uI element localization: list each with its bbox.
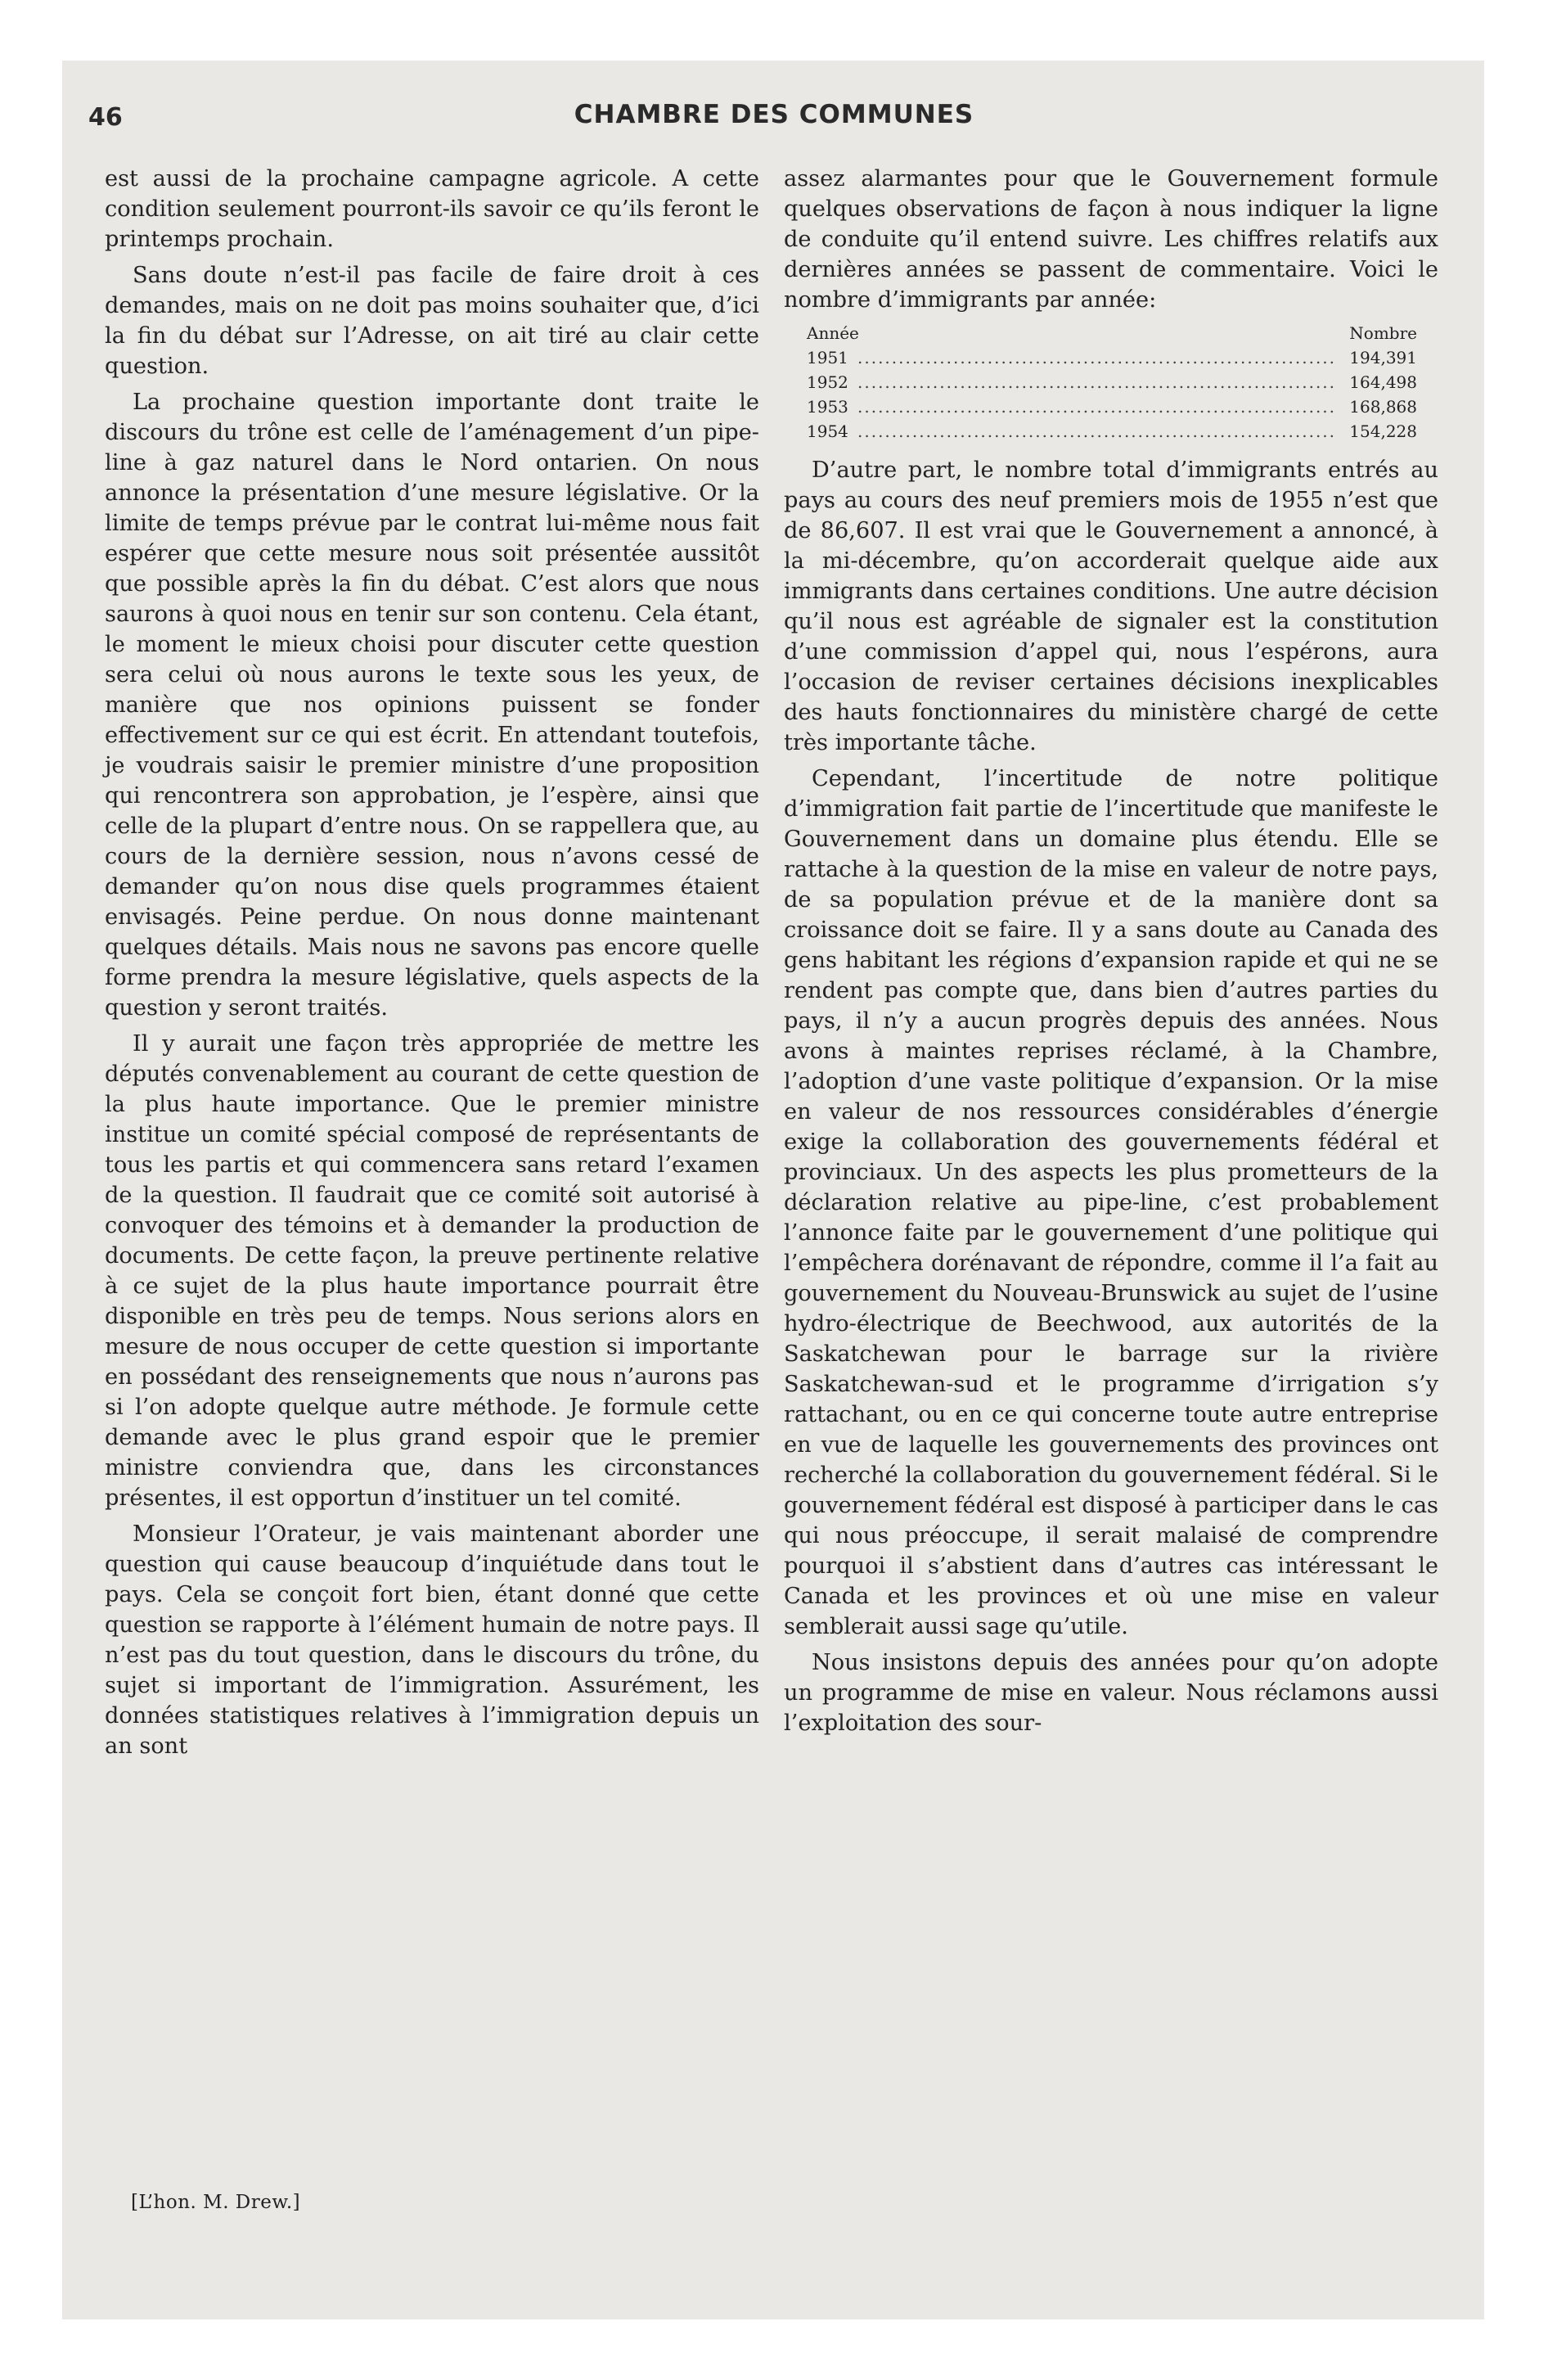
paragraph: Il y aurait une façon très appropriée de mettre les députés convenablement au courant de cette question de la plus haute importance. Que le premier ministre institue un comité spécial composé de représentants de tous les partis et qui commencera sans retard l’examen de la question. Il faudrait que ce comité soit autorisé à convoquer des témoins et à demander la production de documents. De cette façon, la preuve pertinente relative à ce sujet de la plus haute importance pourrait être disponible en très peu de temps. Nous serions alors en mesure de nous occuper de cette question si importante en possédant des renseignements que nous n’aurons pas si l’on adopte quelque autre méthode. Je formule cette demande avec le plus grand espoir que le premier ministre conviendra que, dans les circonstances présentes, il est opportun d’instituer un tel comité. [105,1031,759,1511]
number-cell: 154,228 [1349,421,1417,441]
year-cell: 1951 [807,348,848,367]
paragraph: D’autre part, le nombre total d’immigrants entrés au pays au cours des neuf premiers mois de 1955 n’est que de 86,607. Il est vrai que le Gouvernement a annoncé, à la mi-décembre, qu’on accorderait quelque aide aux immigrants dans certaines conditions. Une autre décision qu’il nous est agréable de signaler est la constitution d’une commission d’appel qui, nous l’espérons, aura l’occasion de reviser certaines décisions inexplicables des hauts fonctionnaires du ministère chargé de cette très importante tâche. [784,458,1438,755]
page-number: 46 [88,103,123,132]
paragraph: assez alarmantes pour que le Gouvernement formule quelques observations de façon à nous indiquer la ligne de conduite qu’il entend suivre. Les chiffres relatifs aux dernières années se passent de commentaire. Voici le nombre d’immigrants par année: [784,166,1438,313]
right-column [784,164,1438,1744]
page-title: CHAMBRE DES COMMUNES [574,100,974,129]
table-row [807,345,1417,370]
year-cell: 1953 [807,397,848,417]
left-column [105,164,759,1767]
column-header-number: Nombre [1349,323,1417,343]
immigration-table [807,321,1417,444]
column-header-year: Année [807,323,859,343]
leader-dots [857,419,1337,444]
speaker-footnote: [L’hon. M. Drew.] [131,2192,301,2213]
number-cell: 164,498 [1349,372,1417,392]
leader-dots [857,370,1337,394]
paragraph: Cependant, l’incertitude de notre politique d’immigration fait partie de l’incertitude que manifeste le Gouvernement dans un domaine plus étendu. Elle se rattache à la question de la mise en valeur de notre pays, de sa population prévue et de la manière dont sa croissance doit se faire. Il y a sans doute au Canada des gens habitant les régions d’expansion rapide et qui ne se rendent pas compte que, dans bien d’autres parties du pays, il n’y a aucun progrès depuis des années. Nous avons à maintes reprises réclamé, à la Chambre, l’adoption d’une vaste politique d’expansion. Or la mise en valeur de nos ressources considérables d’énergie exige la collaboration des gouvernements fédéral et provinciaux. Un des aspects les plus prometteurs de la déclaration relative au pipe-line, c’est probablement l’annonce faite par le gouvernement d’une politique qui l’empêchera dorénavant de répondre, comme il l’a fait au gouvernement du Nouveau-Brunswick au sujet de l’usine hydro-électrique de Beechwood, aux autorités de la Saskatchewan pour le barrage sur la rivière Saskatchewan-sud et le programme d’irrigation s’y rattachant, ou en ce qui concerne toute autre entreprise en vue de laquelle les gouvernements des provinces ont recherché la collaboration du gouvernement fédéral. Si le gouvernement fédéral est disposé à participer dans le cas qui nous préoccupe, il serait malaisé de comprendre pourquoi il s’abstient dans d’autres cas intéressant le Canada et les provinces et où une mise en valeur semblerait aussi sage qu’utile. [784,766,1438,1639]
number-cell: 168,868 [1349,397,1417,417]
leader-dots [857,394,1337,419]
paragraph: Sans doute n’est-il pas facile de faire droit à ces demandes, mais on ne doit pas moins souhaiter que, d’ici la fin du débat sur l’Adresse, on ait tiré au clair cette question. [105,263,759,379]
year-cell: 1952 [807,372,848,392]
paragraph: Monsieur l’Orateur, je vais maintenant aborder une question qui cause beaucoup d’inquiétude dans tout le pays. Cela se conçoit fort bien, étant donné que cette question se rapporte à l’élément humain de notre pays. Il n’est pas du tout question, dans le discours du trône, du sujet si important de l’immigration. Assurément, les données statistiques relatives à l’immigration depuis un an sont [105,1521,759,1759]
table-row [807,370,1417,394]
paragraph: est aussi de la prochaine campagne agricole. A cette condition seulement pourront-ils savoir ce qu’ils feront le printemps prochain. [105,166,759,252]
year-cell: 1954 [807,421,848,441]
number-cell: 194,391 [1349,348,1417,367]
leader-dots [857,345,1337,370]
table-row [807,394,1417,419]
paragraph: Nous insistons depuis des années pour qu’on adopte un programme de mise en valeur. Nous réclamons aussi l’exploitation des sour- [784,1650,1438,1736]
table-header [807,321,1417,345]
table-row [807,419,1417,444]
paragraph: La prochaine question importante dont traite le discours du trône est celle de l’aménagement d’un pipe-line à gaz naturel dans le Nord ontarien. On nous annonce la présentation d’une mesure législative. Or la limite de temps prévue par le contrat lui-même nous fait espérer que cette mesure nous soit présentée aussitôt que possible après la fin du débat. C’est alors que nous saurons à quoi nous en tenir sur son contenu. Cela étant, le moment le mieux choisi pour discuter cette question sera celui où nous aurons le texte sous les yeux, de manière que nos opinions puissent se fonder effectivement sur ce qui est écrit. En attendant toutefois, je voudrais saisir le premier ministre d’une proposition qui rencontrera son approbation, je l’espère, ainsi que celle de la plupart d’entre nous. On se rappellera que, au cours de la dernière session, nous n’avons cessé de demander qu’on nous dise quels programmes étaient envisagés. Peine perdue. On nous donne maintenant quelques détails. Mais nous ne savons pas encore quelle forme prendra la mesure législative, quels aspects de la question y seront traités. [105,390,759,1021]
